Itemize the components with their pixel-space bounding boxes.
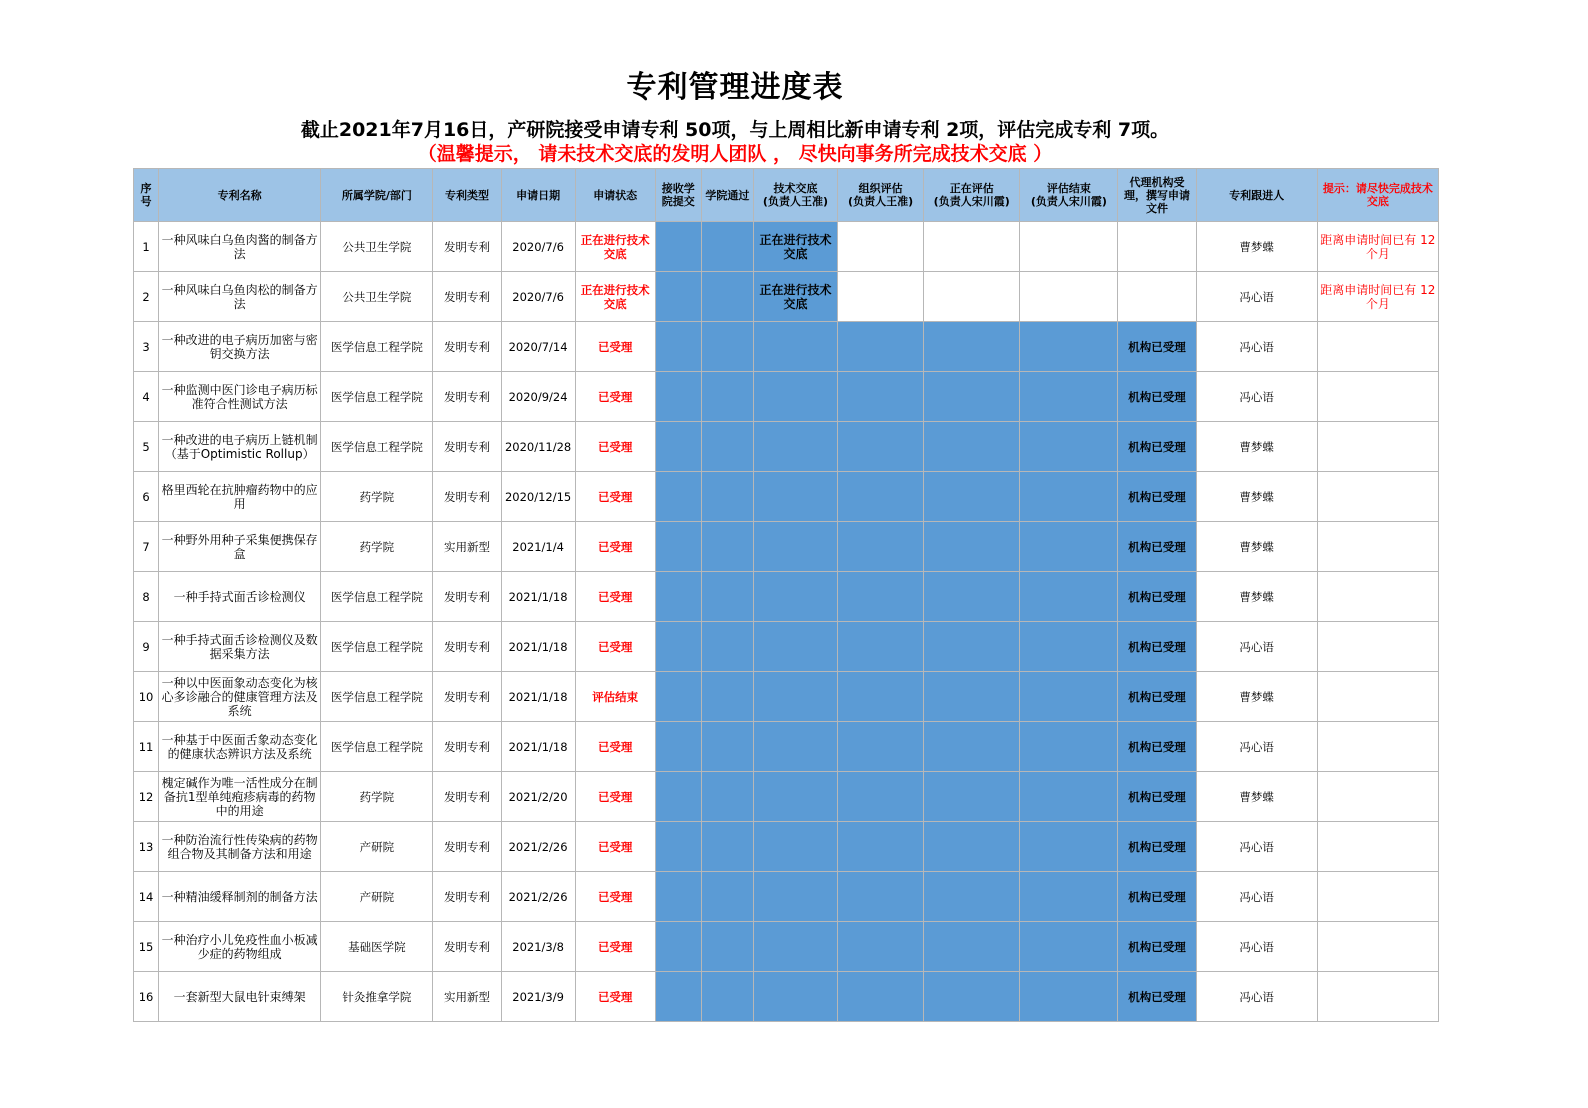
table-row <box>134 322 1439 372</box>
cell-receive <box>655 922 701 972</box>
cell-eval-end <box>1020 922 1118 972</box>
cell-agency <box>1118 222 1196 272</box>
cell-receive <box>655 472 701 522</box>
cell-college: 公共卫生学院 <box>321 272 433 322</box>
cell-follower: 曹梦蝶 <box>1196 222 1317 272</box>
cell-receive <box>655 272 701 322</box>
cell-receive <box>655 722 701 772</box>
cell-receive <box>655 372 701 422</box>
cell-follower: 冯心语 <box>1196 822 1317 872</box>
summary-line: 截止2021年7月16日，产研院接受申请专利 50项，与上周相比新申请专利 2项，评估完成专利 7项。 <box>300 119 1170 141</box>
cell-patent-name: 一种防治流行性传染病的药物组合物及其制备方法和用途 <box>159 822 321 872</box>
cell-status: 已受理 <box>575 472 655 522</box>
cell-follower: 冯心语 <box>1196 272 1317 322</box>
cell-patent-name: 一种风味白乌鱼肉松的制备方法 <box>159 272 321 322</box>
cell-eval-end <box>1020 622 1118 672</box>
cell-evaluating <box>924 822 1020 872</box>
cell-type: 发明专利 <box>433 372 501 422</box>
cell-eval-end <box>1020 822 1118 872</box>
cell-tech <box>753 422 837 472</box>
cell-patent-name: 格里西轮在抗肿瘤药物中的应用 <box>159 472 321 522</box>
cell-status: 已受理 <box>575 422 655 472</box>
cell-eval-end <box>1020 972 1118 1022</box>
cell-hint <box>1317 922 1438 972</box>
cell-status: 评估结束 <box>575 672 655 722</box>
cell-college: 产研院 <box>321 872 433 922</box>
cell-agency: 机构已受理 <box>1118 722 1196 772</box>
cell-date: 2021/2/20 <box>501 772 575 822</box>
cell-eval-end <box>1020 472 1118 522</box>
cell-seq: 14 <box>134 872 159 922</box>
cell-agency: 机构已受理 <box>1118 672 1196 722</box>
table-row <box>134 922 1439 972</box>
table-row <box>134 822 1439 872</box>
cell-date: 2021/3/8 <box>501 922 575 972</box>
cell-tech <box>753 722 837 772</box>
cell-college: 医学信息工程学院 <box>321 572 433 622</box>
cell-date: 2020/12/15 <box>501 472 575 522</box>
cell-evaluating <box>924 722 1020 772</box>
cell-hint <box>1317 472 1438 522</box>
cell-hint <box>1317 522 1438 572</box>
cell-seq: 10 <box>134 672 159 722</box>
cell-follower: 曹梦蝶 <box>1196 672 1317 722</box>
cell-approve <box>701 622 753 672</box>
cell-agency <box>1118 272 1196 322</box>
cell-approve <box>701 222 753 272</box>
cell-hint <box>1317 572 1438 622</box>
cell-approve <box>701 722 753 772</box>
cell-date: 2020/7/6 <box>501 272 575 322</box>
cell-seq: 13 <box>134 822 159 872</box>
cell-approve <box>701 522 753 572</box>
warm-tip: （温馨提示， 请未技术交底的发明人团队 ， 尽快向事务所完成技术交底 ） <box>417 143 1053 165</box>
header-evaluating: 正在评估 (负责人宋川霞) <box>924 169 1020 222</box>
cell-type: 发明专利 <box>433 222 501 272</box>
cell-eval-end <box>1020 372 1118 422</box>
table-row <box>134 972 1439 1022</box>
cell-receive <box>655 772 701 822</box>
header-eval-end: 评估结束 (负责人宋川霞) <box>1020 169 1118 222</box>
cell-org-eval <box>838 522 924 572</box>
cell-date: 2021/1/4 <box>501 522 575 572</box>
cell-date: 2021/2/26 <box>501 822 575 872</box>
cell-status: 已受理 <box>575 872 655 922</box>
cell-org-eval <box>838 622 924 672</box>
cell-evaluating <box>924 322 1020 372</box>
cell-follower: 冯心语 <box>1196 622 1317 672</box>
cell-college: 药学院 <box>321 522 433 572</box>
cell-approve <box>701 972 753 1022</box>
cell-tech <box>753 522 837 572</box>
cell-hint <box>1317 672 1438 722</box>
table-row <box>134 222 1439 272</box>
cell-eval-end <box>1020 222 1118 272</box>
header-org-eval: 组织评估 (负责人王准) <box>838 169 924 222</box>
cell-tech <box>753 922 837 972</box>
cell-evaluating <box>924 372 1020 422</box>
cell-college: 医学信息工程学院 <box>321 722 433 772</box>
cell-hint: 距离申请时间已有 12 个月 <box>1317 222 1438 272</box>
cell-evaluating <box>924 272 1020 322</box>
cell-receive <box>655 222 701 272</box>
header-tech: 技术交底 (负责人王准) <box>753 169 837 222</box>
cell-agency: 机构已受理 <box>1118 322 1196 372</box>
cell-patent-name: 一种监测中医门诊电子病历标准符合性测试方法 <box>159 372 321 422</box>
cell-receive <box>655 672 701 722</box>
cell-seq: 7 <box>134 522 159 572</box>
cell-follower: 曹梦蝶 <box>1196 772 1317 822</box>
header-status: 申请状态 <box>575 169 655 222</box>
header-agency: 代理机构受理，撰写申请文件 <box>1118 169 1196 222</box>
cell-evaluating <box>924 922 1020 972</box>
cell-tech <box>753 972 837 1022</box>
cell-college: 公共卫生学院 <box>321 222 433 272</box>
cell-type: 实用新型 <box>433 522 501 572</box>
cell-org-eval <box>838 322 924 372</box>
cell-tech: 正在进行技术交底 <box>753 272 837 322</box>
cell-evaluating <box>924 672 1020 722</box>
cell-approve <box>701 472 753 522</box>
table-row <box>134 272 1439 322</box>
header-follower: 专利跟进人 <box>1196 169 1317 222</box>
cell-hint <box>1317 722 1438 772</box>
page-title: 专利管理进度表 <box>626 70 844 105</box>
cell-patent-name: 一种野外用种子采集便携保存盒 <box>159 522 321 572</box>
cell-approve <box>701 672 753 722</box>
cell-date: 2021/2/26 <box>501 872 575 922</box>
cell-patent-name: 一种手持式面舌诊检测仪及数据采集方法 <box>159 622 321 672</box>
header-hint: 提示：请尽快完成技术交底 <box>1317 169 1438 222</box>
cell-type: 发明专利 <box>433 422 501 472</box>
cell-follower: 冯心语 <box>1196 722 1317 772</box>
cell-tech <box>753 322 837 372</box>
cell-date: 2020/11/28 <box>501 422 575 472</box>
cell-seq: 4 <box>134 372 159 422</box>
header-receive: 接收学院提交 <box>655 169 701 222</box>
table-row <box>134 472 1439 522</box>
cell-evaluating <box>924 872 1020 922</box>
cell-type: 发明专利 <box>433 822 501 872</box>
cell-eval-end <box>1020 422 1118 472</box>
cell-approve <box>701 372 753 422</box>
table-row <box>134 572 1439 622</box>
cell-agency: 机构已受理 <box>1118 572 1196 622</box>
cell-evaluating <box>924 772 1020 822</box>
cell-evaluating <box>924 572 1020 622</box>
cell-seq: 6 <box>134 472 159 522</box>
cell-seq: 5 <box>134 422 159 472</box>
cell-tech <box>753 622 837 672</box>
cell-follower: 冯心语 <box>1196 972 1317 1022</box>
cell-follower: 冯心语 <box>1196 872 1317 922</box>
cell-college: 医学信息工程学院 <box>321 622 433 672</box>
cell-college: 医学信息工程学院 <box>321 672 433 722</box>
cell-patent-name: 槐定碱作为唯一活性成分在制备抗1型单纯疱疹病毒的药物中的用途 <box>159 772 321 822</box>
table-row <box>134 672 1439 722</box>
table-row <box>134 772 1439 822</box>
cell-evaluating <box>924 422 1020 472</box>
cell-date: 2020/7/6 <box>501 222 575 272</box>
cell-college: 基础医学院 <box>321 922 433 972</box>
cell-agency: 机构已受理 <box>1118 422 1196 472</box>
header-seq: 序号 <box>134 169 159 222</box>
cell-status: 已受理 <box>575 572 655 622</box>
cell-tech <box>753 822 837 872</box>
cell-eval-end <box>1020 272 1118 322</box>
cell-hint <box>1317 422 1438 472</box>
cell-patent-name: 一套新型大鼠电针束缚架 <box>159 972 321 1022</box>
cell-type: 发明专利 <box>433 772 501 822</box>
cell-status: 已受理 <box>575 972 655 1022</box>
cell-org-eval <box>838 572 924 622</box>
cell-receive <box>655 322 701 372</box>
cell-tech <box>753 572 837 622</box>
cell-status: 已受理 <box>575 722 655 772</box>
cell-patent-name: 一种精油缓释制剂的制备方法 <box>159 872 321 922</box>
cell-tech <box>753 772 837 822</box>
header-type: 专利类型 <box>433 169 501 222</box>
cell-tech <box>753 472 837 522</box>
cell-org-eval <box>838 922 924 972</box>
cell-hint <box>1317 372 1438 422</box>
cell-follower: 冯心语 <box>1196 372 1317 422</box>
header-approve: 学院通过 <box>701 169 753 222</box>
cell-tech <box>753 872 837 922</box>
cell-patent-name: 一种改进的电子病历加密与密钥交换方法 <box>159 322 321 372</box>
table-row <box>134 722 1439 772</box>
cell-org-eval <box>838 372 924 422</box>
cell-evaluating <box>924 972 1020 1022</box>
cell-agency: 机构已受理 <box>1118 372 1196 422</box>
cell-type: 实用新型 <box>433 972 501 1022</box>
cell-patent-name: 一种手持式面舌诊检测仪 <box>159 572 321 622</box>
cell-org-eval <box>838 272 924 322</box>
cell-tech <box>753 372 837 422</box>
cell-date: 2021/1/18 <box>501 672 575 722</box>
cell-hint <box>1317 822 1438 872</box>
cell-seq: 11 <box>134 722 159 772</box>
cell-evaluating <box>924 622 1020 672</box>
cell-date: 2021/1/18 <box>501 572 575 622</box>
cell-type: 发明专利 <box>433 622 501 672</box>
cell-hint <box>1317 322 1438 372</box>
cell-approve <box>701 822 753 872</box>
cell-eval-end <box>1020 672 1118 722</box>
cell-org-eval <box>838 472 924 522</box>
cell-eval-end <box>1020 522 1118 572</box>
cell-college: 药学院 <box>321 472 433 522</box>
cell-receive <box>655 572 701 622</box>
cell-receive <box>655 822 701 872</box>
cell-status: 已受理 <box>575 922 655 972</box>
table-row <box>134 872 1439 922</box>
cell-receive <box>655 972 701 1022</box>
cell-tech: 正在进行技术交底 <box>753 222 837 272</box>
cell-org-eval <box>838 672 924 722</box>
cell-type: 发明专利 <box>433 272 501 322</box>
cell-date: 2021/1/18 <box>501 622 575 672</box>
cell-type: 发明专利 <box>433 722 501 772</box>
cell-agency: 机构已受理 <box>1118 972 1196 1022</box>
table-row <box>134 422 1439 472</box>
cell-status: 已受理 <box>575 522 655 572</box>
cell-org-eval <box>838 772 924 822</box>
cell-college: 医学信息工程学院 <box>321 422 433 472</box>
cell-approve <box>701 872 753 922</box>
cell-seq: 15 <box>134 922 159 972</box>
cell-agency: 机构已受理 <box>1118 472 1196 522</box>
cell-college: 医学信息工程学院 <box>321 322 433 372</box>
cell-eval-end <box>1020 322 1118 372</box>
cell-receive <box>655 522 701 572</box>
header-date: 申请日期 <box>501 169 575 222</box>
cell-approve <box>701 922 753 972</box>
cell-follower: 曹梦蝶 <box>1196 472 1317 522</box>
cell-tech <box>753 672 837 722</box>
cell-org-eval <box>838 972 924 1022</box>
cell-evaluating <box>924 522 1020 572</box>
cell-approve <box>701 772 753 822</box>
cell-eval-end <box>1020 772 1118 822</box>
cell-college: 针灸推拿学院 <box>321 972 433 1022</box>
cell-college: 药学院 <box>321 772 433 822</box>
cell-hint: 距离申请时间已有 12 个月 <box>1317 272 1438 322</box>
cell-patent-name: 一种以中医面象动态变化为核心多诊融合的健康管理方法及系统 <box>159 672 321 722</box>
cell-agency: 机构已受理 <box>1118 522 1196 572</box>
cell-hint <box>1317 872 1438 922</box>
cell-approve <box>701 572 753 622</box>
table-row <box>134 522 1439 572</box>
cell-date: 2020/9/24 <box>501 372 575 422</box>
header-row <box>134 169 1439 222</box>
cell-seq: 1 <box>134 222 159 272</box>
cell-type: 发明专利 <box>433 322 501 372</box>
cell-seq: 3 <box>134 322 159 372</box>
cell-eval-end <box>1020 722 1118 772</box>
cell-date: 2021/3/9 <box>501 972 575 1022</box>
cell-org-eval <box>838 822 924 872</box>
cell-college: 产研院 <box>321 822 433 872</box>
cell-hint <box>1317 972 1438 1022</box>
cell-follower: 曹梦蝶 <box>1196 572 1317 622</box>
cell-seq: 2 <box>134 272 159 322</box>
cell-org-eval <box>838 722 924 772</box>
cell-date: 2021/1/18 <box>501 722 575 772</box>
cell-evaluating <box>924 472 1020 522</box>
cell-hint <box>1317 772 1438 822</box>
cell-agency: 机构已受理 <box>1118 822 1196 872</box>
cell-org-eval <box>838 422 924 472</box>
cell-org-eval <box>838 872 924 922</box>
cell-approve <box>701 422 753 472</box>
cell-seq: 9 <box>134 622 159 672</box>
cell-college: 医学信息工程学院 <box>321 372 433 422</box>
cell-patent-name: 一种风味白乌鱼肉酱的制备方法 <box>159 222 321 272</box>
cell-status: 已受理 <box>575 822 655 872</box>
cell-status: 已受理 <box>575 622 655 672</box>
cell-status: 正在进行技术交底 <box>575 272 655 322</box>
table-body <box>134 222 1439 1022</box>
cell-follower: 曹梦蝶 <box>1196 422 1317 472</box>
cell-follower: 冯心语 <box>1196 922 1317 972</box>
cell-agency: 机构已受理 <box>1118 922 1196 972</box>
cell-agency: 机构已受理 <box>1118 622 1196 672</box>
cell-approve <box>701 322 753 372</box>
cell-approve <box>701 272 753 322</box>
cell-patent-name: 一种治疗小儿免疫性血小板减少症的药物组成 <box>159 922 321 972</box>
cell-receive <box>655 622 701 672</box>
cell-status: 已受理 <box>575 322 655 372</box>
cell-type: 发明专利 <box>433 872 501 922</box>
cell-eval-end <box>1020 572 1118 622</box>
cell-agency: 机构已受理 <box>1118 872 1196 922</box>
cell-follower: 冯心语 <box>1196 322 1317 372</box>
cell-status: 正在进行技术交底 <box>575 222 655 272</box>
cell-date: 2020/7/14 <box>501 322 575 372</box>
cell-org-eval <box>838 222 924 272</box>
cell-type: 发明专利 <box>433 672 501 722</box>
cell-type: 发明专利 <box>433 572 501 622</box>
cell-seq: 16 <box>134 972 159 1022</box>
cell-agency: 机构已受理 <box>1118 772 1196 822</box>
header-name: 专利名称 <box>159 169 321 222</box>
cell-status: 已受理 <box>575 772 655 822</box>
cell-patent-name: 一种基于中医面舌象动态变化的健康状态辨识方法及系统 <box>159 722 321 772</box>
cell-seq: 12 <box>134 772 159 822</box>
cell-status: 已受理 <box>575 372 655 422</box>
cell-eval-end <box>1020 872 1118 922</box>
patent-progress-table <box>133 168 1439 1022</box>
cell-evaluating <box>924 222 1020 272</box>
cell-seq: 8 <box>134 572 159 622</box>
cell-type: 发明专利 <box>433 922 501 972</box>
cell-receive <box>655 872 701 922</box>
table-row <box>134 622 1439 672</box>
cell-type: 发明专利 <box>433 472 501 522</box>
cell-hint <box>1317 622 1438 672</box>
table-row <box>134 372 1439 422</box>
header-college: 所属学院/部门 <box>321 169 433 222</box>
cell-follower: 曹梦蝶 <box>1196 522 1317 572</box>
cell-receive <box>655 422 701 472</box>
cell-patent-name: 一种改进的电子病历上链机制（基于Optimistic Rollup） <box>159 422 321 472</box>
